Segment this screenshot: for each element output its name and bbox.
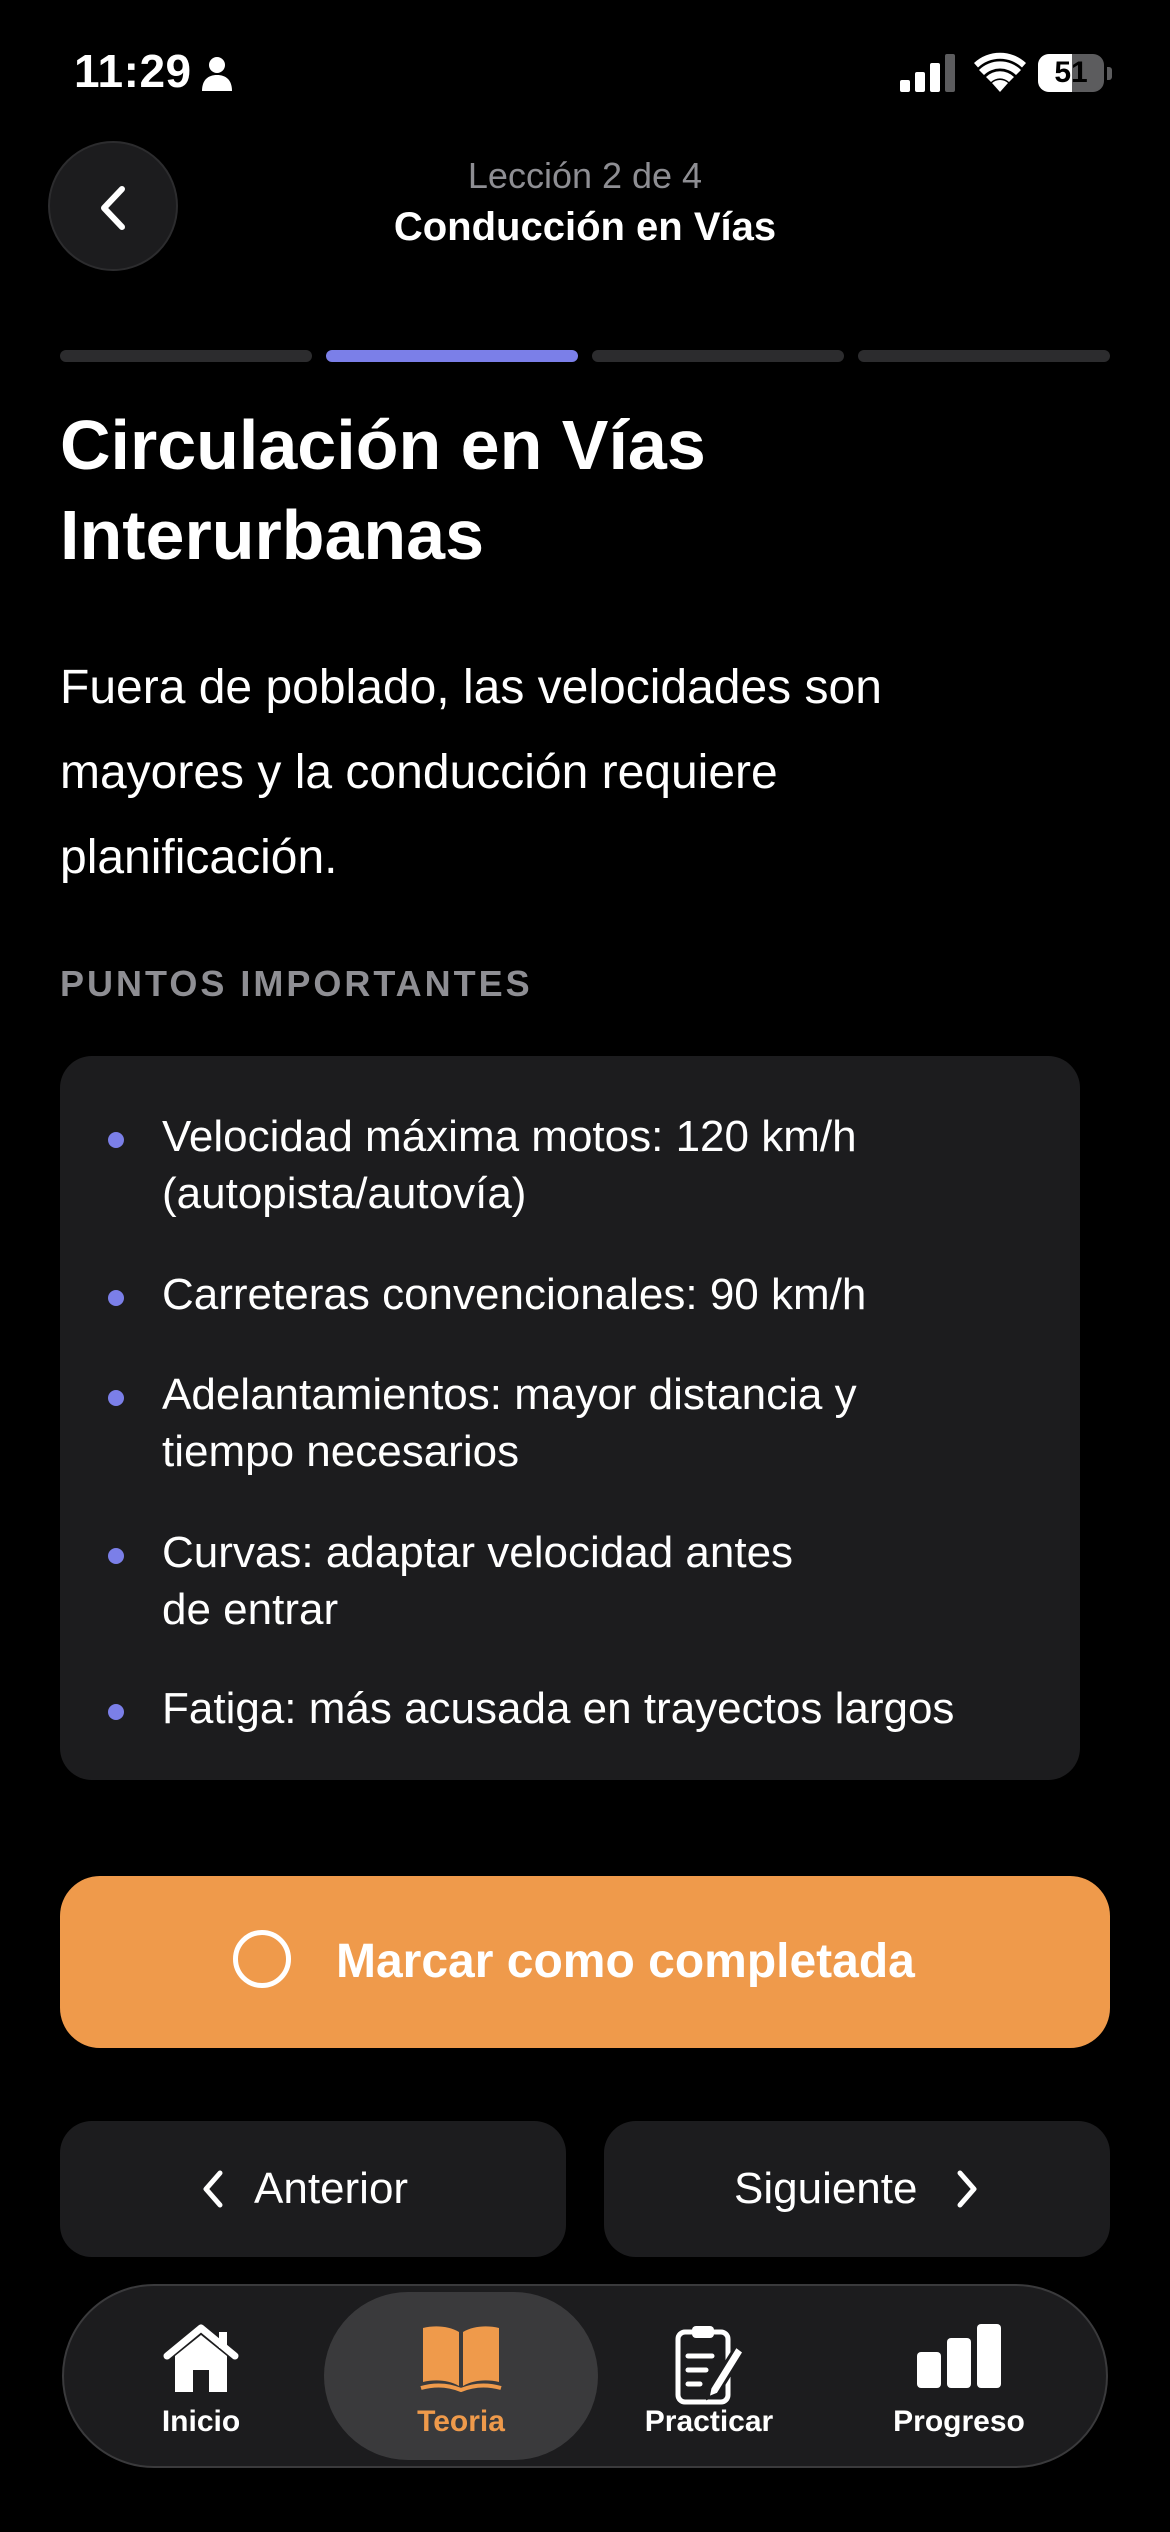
page-title-line: Circulación en Vías (60, 406, 706, 484)
section-heading: PUNTOS IMPORTANTES (60, 963, 533, 1004)
battery-level: 51 (1054, 56, 1088, 89)
cellular-signal-icon (900, 54, 958, 92)
person-icon (200, 56, 234, 92)
chevron-left-icon (200, 2169, 226, 2209)
description-line: planificación. (60, 831, 338, 884)
battery-icon (1038, 54, 1112, 92)
next-button[interactable] (604, 2121, 1110, 2257)
lesson-title: Conducción en Vías (393, 205, 777, 249)
progress-segment-2 (326, 350, 578, 362)
status-bar (0, 0, 1170, 150)
bullet-icon (108, 1290, 124, 1306)
progress-segment-1 (60, 350, 312, 362)
bullet-icon (108, 1390, 124, 1406)
page-title-line: Interurbanas (60, 496, 484, 574)
tab-label: Teoria (417, 2405, 505, 2438)
wifi-icon (974, 52, 1026, 92)
bar-chart-icon (915, 2322, 1003, 2388)
description-line: Fuera de poblado, las velocidades son (60, 661, 882, 714)
book-icon (419, 2322, 503, 2392)
tab-practicar[interactable] (584, 2292, 834, 2460)
empty-circle-icon (233, 1930, 291, 1988)
bullet-icon (108, 1704, 124, 1720)
clipboard-edit-icon (672, 2322, 746, 2406)
progress-segment-4 (858, 350, 1110, 362)
description-line: mayores y la conducción requiere (60, 746, 778, 799)
tab-progreso[interactable] (834, 2292, 1084, 2460)
tab-label: Inicio (161, 2405, 241, 2438)
progress-segment-3 (592, 350, 844, 362)
tab-teoria[interactable] (324, 2292, 598, 2460)
key-point-text: Velocidad máxima motos: 120 km/h (162, 1112, 857, 1161)
key-point-text: (autopista/autovía) (162, 1169, 527, 1218)
status-time: 11:29 (74, 45, 192, 97)
page-title (60, 400, 1100, 580)
previous-label: Anterior (254, 2164, 409, 2213)
previous-button[interactable] (60, 2121, 566, 2257)
key-point-text: Curvas: adaptar velocidad antes (162, 1528, 794, 1577)
bullet-icon (108, 1132, 124, 1148)
house-icon (161, 2322, 241, 2394)
bullet-icon (108, 1548, 124, 1564)
lesson-counter: Lección 2 de 4 (467, 155, 703, 196)
key-point-text: Carreteras convencionales: 90 km/h (162, 1270, 867, 1319)
tab-label: Practicar (644, 2405, 774, 2438)
key-points-card (60, 1056, 1080, 1780)
chevron-right-icon (954, 2169, 980, 2209)
tab-label: Progreso (893, 2405, 1025, 2438)
mark-complete-button[interactable] (60, 1876, 1110, 2048)
key-point-text: tiempo necesarios (162, 1427, 520, 1476)
chevron-left-icon (88, 181, 142, 235)
lesson-description (60, 645, 1060, 900)
tab-bar (62, 2284, 1108, 2468)
key-point-text: de entrar (162, 1585, 339, 1634)
next-label: Siguiente (734, 2164, 918, 2213)
back-button[interactable] (48, 141, 178, 271)
key-point-text: Fatiga: más acusada en trayectos largos (162, 1684, 955, 1733)
tab-inicio[interactable] (76, 2292, 326, 2460)
key-point-text: Adelantamientos: mayor distancia y (162, 1370, 857, 1419)
lesson-progress (60, 350, 1110, 362)
mark-complete-label: Marcar como completada (336, 1935, 915, 1988)
